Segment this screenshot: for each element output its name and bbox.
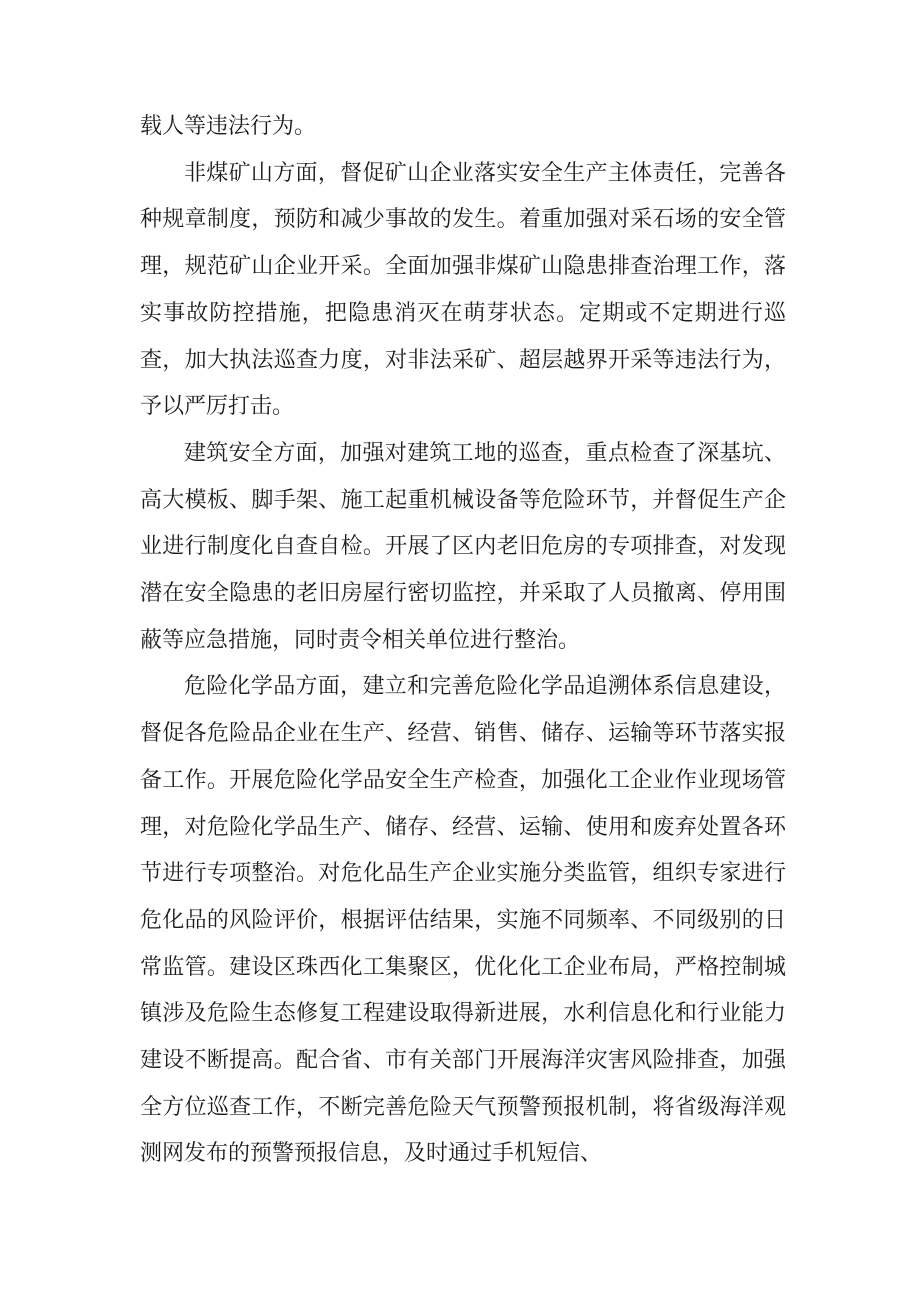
- paragraph-non-coal-mines: 非煤矿山方面，督促矿山企业落实安全生产主体责任，完善各种规章制度，预防和减少事故的发生。着重加强对采石场的安全管理，规范矿山企业开采。全面加强非煤矿山隐患排查治理工作，落实事故防控措施，把隐患消灭在萌芽状态。定期或不定期进行巡查，加大执法巡查力度，对非法采矿、超层越界开采等违法行为，予以严厉打击。: [140, 160, 786, 420]
- paragraph-building-safety: 建筑安全方面，加强对建筑工地的巡查，重点检查了深基坑、高大模板、脚手架、施工起重机械设备等危险环节，并督促生产企业进行制度化自查自检。开展了区内老旧危房的专项排查，对发现潜在安全隐患的老旧房屋行密切监控，并采取了人员撤离、停用围蔽等应急措施，同时责令相关单位进行整治。: [140, 440, 786, 653]
- paragraph-hazardous-chemicals: 危险化学品方面，建立和完善危险化学品追溯体系信息建设，督促各危险品企业在生产、经营、销售、储存、运输等环节落实报备工作。开展危险化学品安全生产检查，加强化工企业作业现场管理，对危险化学品生产、储存、经营、运输、使用和废弃处置各环节进行专项整治。对危化品生产企业实施分类监管，组织专家进行危化品的风险评价，根据评估结果，实施不同频率、不同级别的日常监管。建设区珠西化工集聚区，优化化工企业布局，严格控制城镇涉及危险生态修复工程建设取得新进展，水利信息化和行业能力建设不断提高。配合省、市有关部门开展海洋灾害风险排查，加强全方位巡查工作，不断完善危险天气预警预报机制，将省级海洋观测网发布的预警预报信息，及时通过手机短信、: [140, 674, 786, 1167]
- document-body: [140, 104, 786, 1178]
- paragraph-continuation: 载人等违法行为。: [140, 114, 317, 139]
